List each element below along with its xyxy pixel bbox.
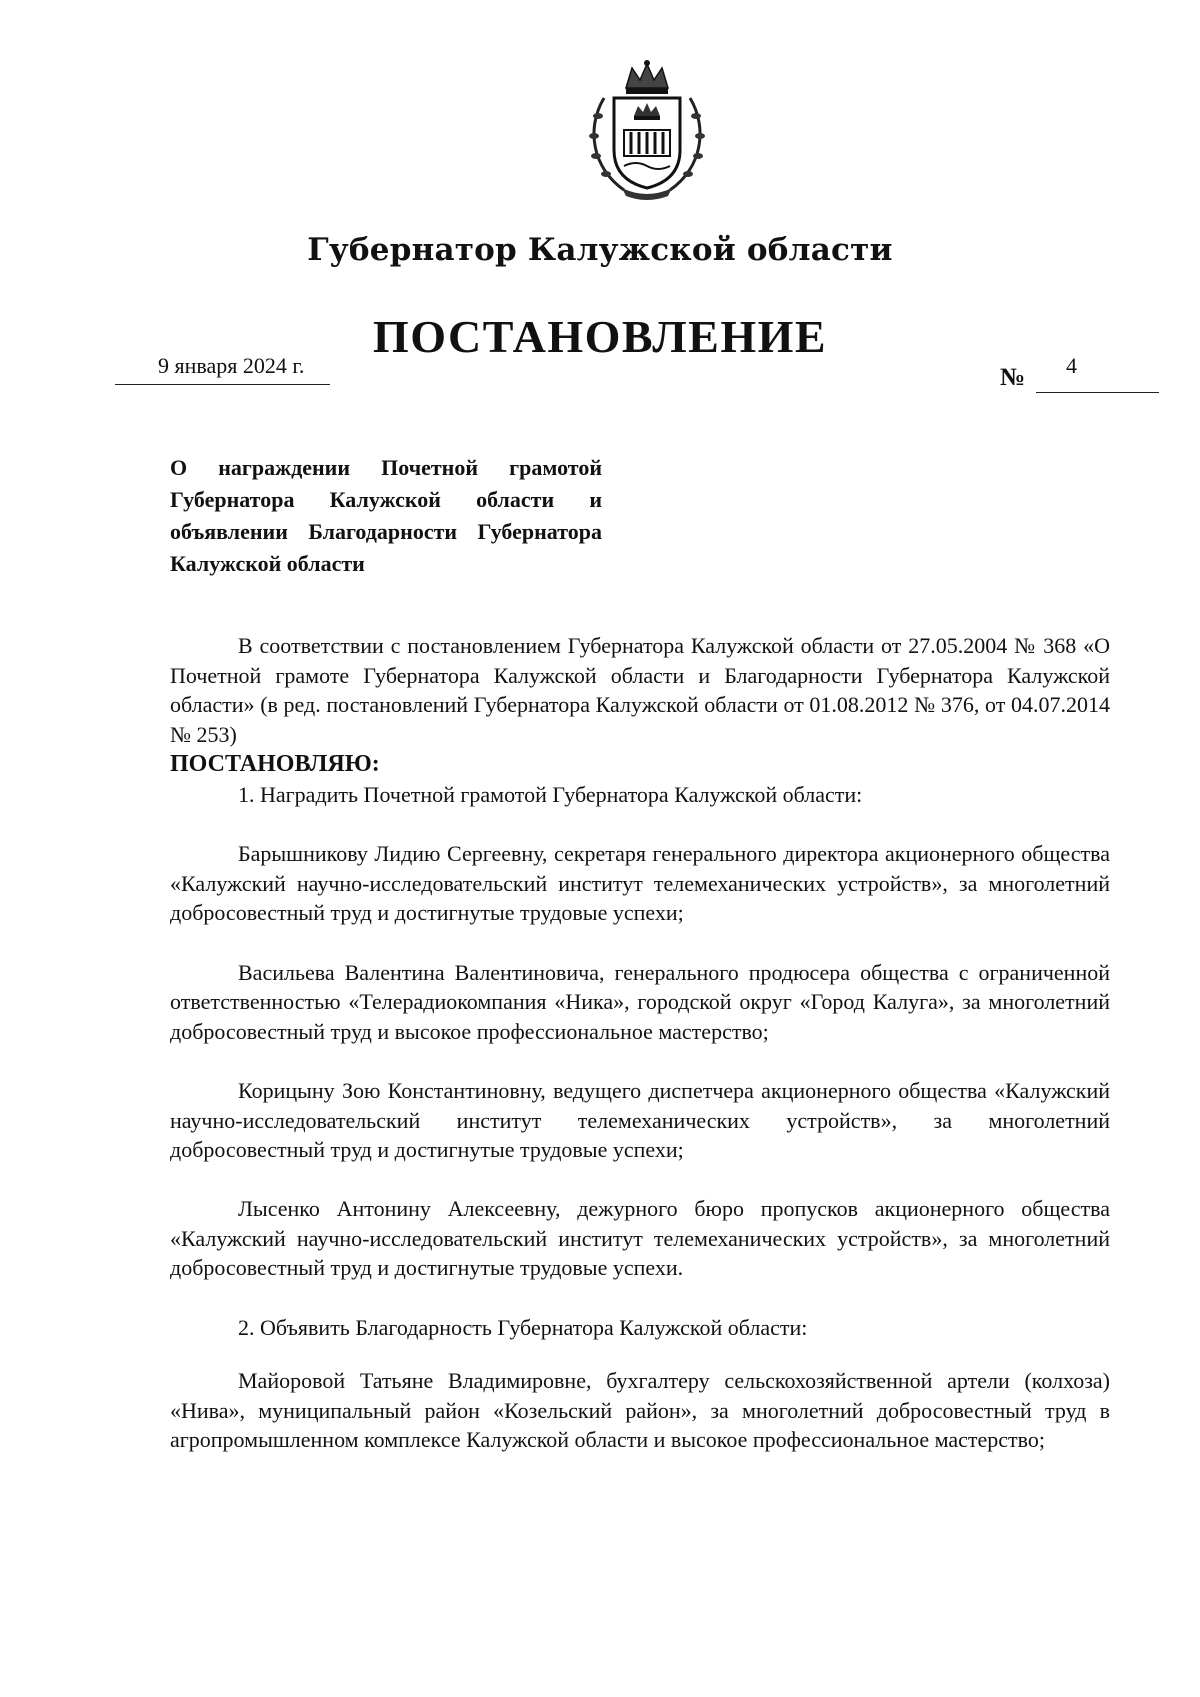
- document-body: [170, 631, 1110, 1455]
- number-underline: [1036, 392, 1159, 393]
- number-label: №: [1000, 364, 1026, 391]
- awardee-paragraph: Васильева Валентина Валентиновича, генерального продюсера общества с ограниченной ответственностью «Телерадиокомпания «Ника», городской округ «Город Калуга», за многолетний добросовестный труд и высокое профессиональное мастерство;: [170, 959, 1110, 1044]
- awardee-paragraph: Корицыну Зою Константиновну, ведущего диспетчера акционерного общества «Калужский научно-исследовательский институт телемеханических устройств», за многолетний добросовестный труд и достигнутые трудовые успехи;: [170, 1077, 1110, 1163]
- awardee-paragraph: Барышникову Лидию Сергеевну, секретаря генерального директора акционерного общества «Калужский научно-исследовательский институт телемеханических устройств», за многолетний добросовестный труд и достигнутые трудовые успехи;: [170, 841, 1110, 926]
- item-2-heading: 2. Объявить Благодарность Губернатора Калужской области:: [238, 1314, 808, 1340]
- coat-of-arms-icon: [584, 58, 710, 200]
- awardee-paragraph: Майоровой Татьяне Владимировне, бухгалтеру сельскохозяйственной артели (колхоза) «Нива», муниципальный район «Козельский район», за многолетний добросовестный труд в агропромышленном комплексе Калужской области и высокое профессиональное мастерство;: [170, 1368, 1110, 1453]
- document-type: ПОСТАНОВЛЕНИЕ: [372, 311, 828, 362]
- decree-heading: ПОСТАНОВЛЯЮ:: [170, 751, 380, 778]
- awardee-paragraph: Лысенко Антонину Алексеевну, дежурного бюро пропусков акционерного общества «Калужский научно-исследовательский институт телемеханических устройств», за многолетний добросовестный труд и достигнутые трудовые успехи.: [170, 1196, 1110, 1281]
- item-1-heading: 1. Наградить Почетной грамотой Губернатора Калужской области:: [238, 781, 863, 807]
- document-subject: О награждении Почетной грамотой Губернатора Калужской области и объявлении Благодарности Губернатора Калужской области: [170, 455, 602, 576]
- document-number: 4: [1066, 353, 1077, 378]
- issuing-authority: Губернатор Калужской области: [307, 232, 893, 268]
- date-underline: [115, 384, 330, 385]
- document-date: 9 января 2024 г.: [158, 353, 305, 378]
- preamble-paragraph: В соответствии с постановлением Губернатора Калужской области от 27.05.2004 № 368 «О Почетной грамоте Губернатора Калужской области и Благодарности Губернатора Калужской области» (в ред. постановлений Губернатора Калужской области от 01.08.2012 № 376, от 04.07.2014 № 253): [170, 633, 1110, 747]
